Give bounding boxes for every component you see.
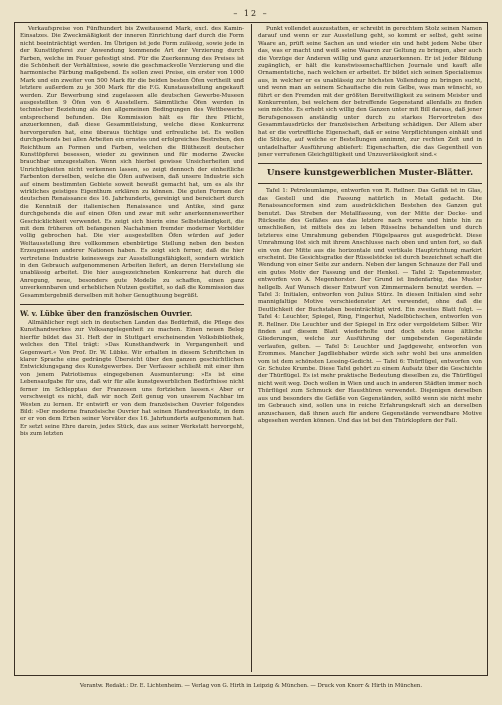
page-number: – 12 – — [233, 9, 269, 18]
section-rule-top — [258, 163, 482, 164]
article-heading: W. v. Lübke über den französischen Ouvrier. — [20, 309, 193, 319]
left-paragraph-1: Verkaufspreise von Fünfhundert bis Zweitausend Mark, excl. des Kamin-Einsatzes. Die Zweckmäßigkeit der inneren Einrichtung darf durch die Form nicht beeinträchtigt werden. Im Übrigen ist jede Form zulässig, sowie jede in der Kunsttöpferei zur Anwendung kommende Art der Verzierung durch Farben, welche im Feuer gefestigt sind. Für die Zuerkennung des Preises ist die Schönheit der Verhältnisse, sowie die geschmackvolle Verzierung und die harmonische Färbung maßgebend. Es sollen zwei Preise, ein erster von 1000 Mark und ein zweiter von 500 Mark für die beiden besten Öfen vertheilt und letztere außerdem zu je 300 Mark für die F.G. Kunstausstellung angekauft werden. Zur Bewerbung sind zugelassen alle deutschen Gewerbe-Museen ausgestellten 9 Öfen von 6 Ausstellern. Sämmtliche Öfen werden in technischer Beziehung als den allgemeinen Bedingungen des Wettbewerbs entsprechend befunden. Die Kommission hält es für ihre Pflicht, anzuerkennen, daß diese Gesammtleistung, welche diese Konkurrenz hervorgerufen hat, eine überaus tüchtige und erfreuliche ist. Es wollen durchgehends bei allen Arbeiten ein ernstes und erfolgreiches Bestreben, den Reichthum an Formen und Farben, welchen die Blüthezeit deutscher Kunsttöpferei besessen, wieder zu gewinnen und für moderne Zwecke brauchbar umzugestalten. Wenn sich hierbei gewisse Unsicherheiten und Unrichtigkeiten nicht verkennen lassen, so zeigt dennoch der einheitliche Farbenton derselben, welche die Öfen aufweisen, daß unsere Industrie sich auf einem bestimmten Gebiete soweit bewußt gemacht hat, um es als ihr wirkliches geistiges Eigenthum erklären zu können. Die guten Formen der deutschen Renaissance des 16. Jahrhunderts, gereinigt und bereichert durch die Kenntniß der italienischen Renaissance und Antike, sind ganz durchgehends die auf einen Ofen und zwar mit sehr anerkennenswerther Geschicklichkeit verwendet. Es zeigt sich hierin eine Selbstständigkeit, die mit dem früheren oft befangenen Nachahmen fremder moderner Vorbilder vollig gebrochen hat. Die vier ausgestellten Öfen würden auf jeder Weltausstellung ihre vollkommen ebenbürtige Stellung neben den besten Erzeugnissen anderer Nationen haben. Es zeigt sich ferner, daß die hier vertretene Industrie keineswegs zur Ausstellungsfähigkeit, sondern wirklich in den Gebrauch aufgenommenen Arbeiten liefert, an deren Herstellung sie unablässig arbeitet. Die hier ausgezeichneten Konkurrenz hat durch die Anregung, neue, besonders gute Modelle zu schaffen, einen ganz unverkennbaren und erheblichen Nutzen gestiftet, so daß die Kommission das Gesammtergebniß derselben mit hoher Genugthuung begrüßt. — [20, 26, 244, 299]
left-column — [20, 26, 244, 674]
imprint-footer: Verantw. Redakt.: Dr. E. Lichtenheim. — Verlag von G. Hirth in Leipzig & München. — Druck von Knorr & Hirth in München. — [79, 683, 423, 689]
right-paragraph-2: Tafel 1: Petroleumlampe, entworfen von R. Rellner. Das Gefäß ist in Glas, das Gestell und die Fassung natürlich in Metall gedacht. Die Renaissanceformen sind zum ausdrücklichen Bestehen des Ganzen gut benutzt. Das Streben der Metallfassung, von der Mitte der Decke- und Rückseite des Gefäßes aus das letztere nach vorne und hinte hin zu umschließen, ist mittels des zu leben Rüsselns behandelten und durch letzteres eine Umrahmung gebenden Flügelpaares gut ausgedrückt. Diese Umrahmung löst sich mit ihrem Anschlusse nach oben und unten fort, so daß ein von der Mitte aus die horizontale und vertikale Hauptrichtung markirt erscheint. Die Gesichtsgratke der Rüsselstöcke ist durch bezeichnet schaft die Wendung von einer Seite zur andern. Neben der langen Schnauze der Fall und ein gutes Motiv der Fassung und der Henkel. — Tafel 2: Tapetenmuster, entworfen von A. Megenhorster. Der Grund ist lindenfarbig, das Muster hellgelb. Auf Wunsch dieser Entwurf von Zimmermalern benutzt werden. — Tafel 3: Initialen, entworfen von Julius Stürz. In diesen Initialen sind sehr mannigfaltige Motive verschiedenster Art verwendet, ohne daß die Deutlichkeit der Buchstaben beeinträchtigt wird. Ein zweites Blatt folgt. — Tafel 4: Leuchter, Spiegel, Ring, Fingerhut, Nadelbüchschen, entworfen von R. Rellner. Die Leuchter und der Spiegel in Erz oder vergoldetem Silber. Wir finden auf diesem Blatt wiederholte und doch stets neue ältliche Gliederungen, welche zur Ausführung der umgebenden Gegenstände verlaufen, gelten. — Tafel 5: Leuchter und Jagdgewehr, entworfen von Erommes. Mancher Jagdliebhaber würde sich sehr wohl bei uns anmelden vom ist dem schönsten Lessing-Gedicht. — Tafel 6: Thürflügel, entworfen von Gr. Schulze Krumbe. Diese Tafel gehört zu einem Aufsatz über die Geschichte der Thürflügel. Es ist mehr praktische Bedeutung dieselben zu, die Thürflügel nicht weit weg. Doch wollen in Wien und auch in anderen Städten immer noch Thürflügel zum Schmuck der Hausthüren verwendet. Diejenigen derselben aus und besonders die Gefäße von Gegenständen, solltö wenn sie nicht mehr im Gebrauch sind, sollen uns in reiche Erfahrungskraft sich an derselben anzuschauen, daß ihnen auch für andere Gegenstände verwendbare Motive abgesehen werden können. Und das ist bei den Thürklopfern der Fall. — [258, 188, 482, 424]
column-divider — [251, 24, 252, 672]
right-column — [258, 26, 482, 674]
left-paragraph-2: Allmählicher regt sich in deutschen Landen das Bedürfniß, die Pflege des Kunsthandwerkes zur Volksangelegenheit zu machen. Einen neuen Beleg hierfür bildet das 31. Heft der in Stuttgart erscheinenden Volksbibliothek, welches den Titel trägt: »Das Kunsthandwerk in Vergangenheit und Gegenwart.« Von Prof. Dr. W. Lübke. Wir erhalten in diesem Schriftchen in klarer Sprache eine gedrängte Übersicht über den ganzen geschichtlichen Entwicklungsgang des Kunstgewerbes. Der Verfasser schließt mit einer ihm von jenem Patriotismus eingegebenen Ausmunterung: »Es ist eine Lebensaufgabe für uns, daß wir für alle kunstgewerblichen Bedürfnisse nicht ferner im Schlepptau der Franzosen uns fortziehen lassen.« Aber er verschweigt es nicht, daß wir noch Zeit genug von unserem Nachbar im Westen zu lernen. Er entwirft er von dem französischen Ouvrier folgendes Bild: »Der moderne französische Ouvrier hat seinen Handwerksstolz, in dem er er von dem Erben seiner Vorväter des 16. Jahrhunderts aufgenommen hat. Er setzt seine Ehre darein, jedes Stück, das aus seiner Werkstatt hervorgeht, bis zum letzten — [20, 320, 244, 438]
right-paragraph-1: Punkt vollendet auszustatten, er schreibt in gerechtem Stolz seinen Namen darauf und wenn er zur Ausstellung geht, so kommt er selbst, geht seine Waare an, prüft seine Sachen an und wieder ein und hebt jedem Nebe über das, was er macht und weiß seine Waaren zur Geltung zu bringen, aber auch die Vorzüge der Anderen willig und ganz anzuerkennen. Er ist jeder Bildung zugänglich, er hält die kunstwissenschaftlichen Journale und kauft alle Ornamentstiche, nach welchen er arbeitet. Er bildet sich seinen Specialismus aus, in welcher er es unablässig zur höchsten Vollendung zu bringen sucht, und wenn man an seinem Schaufische die rein Gelbe, was man wünscht, so führt er den Fremden mit der größten Bereitwilligkeit zu seinem Meister und Konkurrenten, bei welchem der betreffende Gegenstand allenfalls zu finden sein möchte. Es erhebt sich willig den Ganzen unter mit Bill daraus, daß jener Berufsgenossen anständig unter durch zu starkes Hervortreten des Gesammtausdrücks der französischen Arbeitung schädigen. Der Allem aber hat er die vortreffliche Eigenschaft, daß er seine Verpflichtungen einhält und die Stücke, auf welche er Bestellungen annimmt, zur rechten Zeit und in untadelhafter Ausführung abliefert: Eigenschaften, die das Gegentheil von jener verrufenen Gleichgültigkeit und Unzuverlässigkeit sind.« — [258, 26, 482, 158]
article-rule-top — [20, 304, 244, 305]
section-heading: Unsere kunstgewerblichen Muster-Blätter. — [266, 168, 474, 179]
section-rule-bottom — [258, 183, 482, 184]
